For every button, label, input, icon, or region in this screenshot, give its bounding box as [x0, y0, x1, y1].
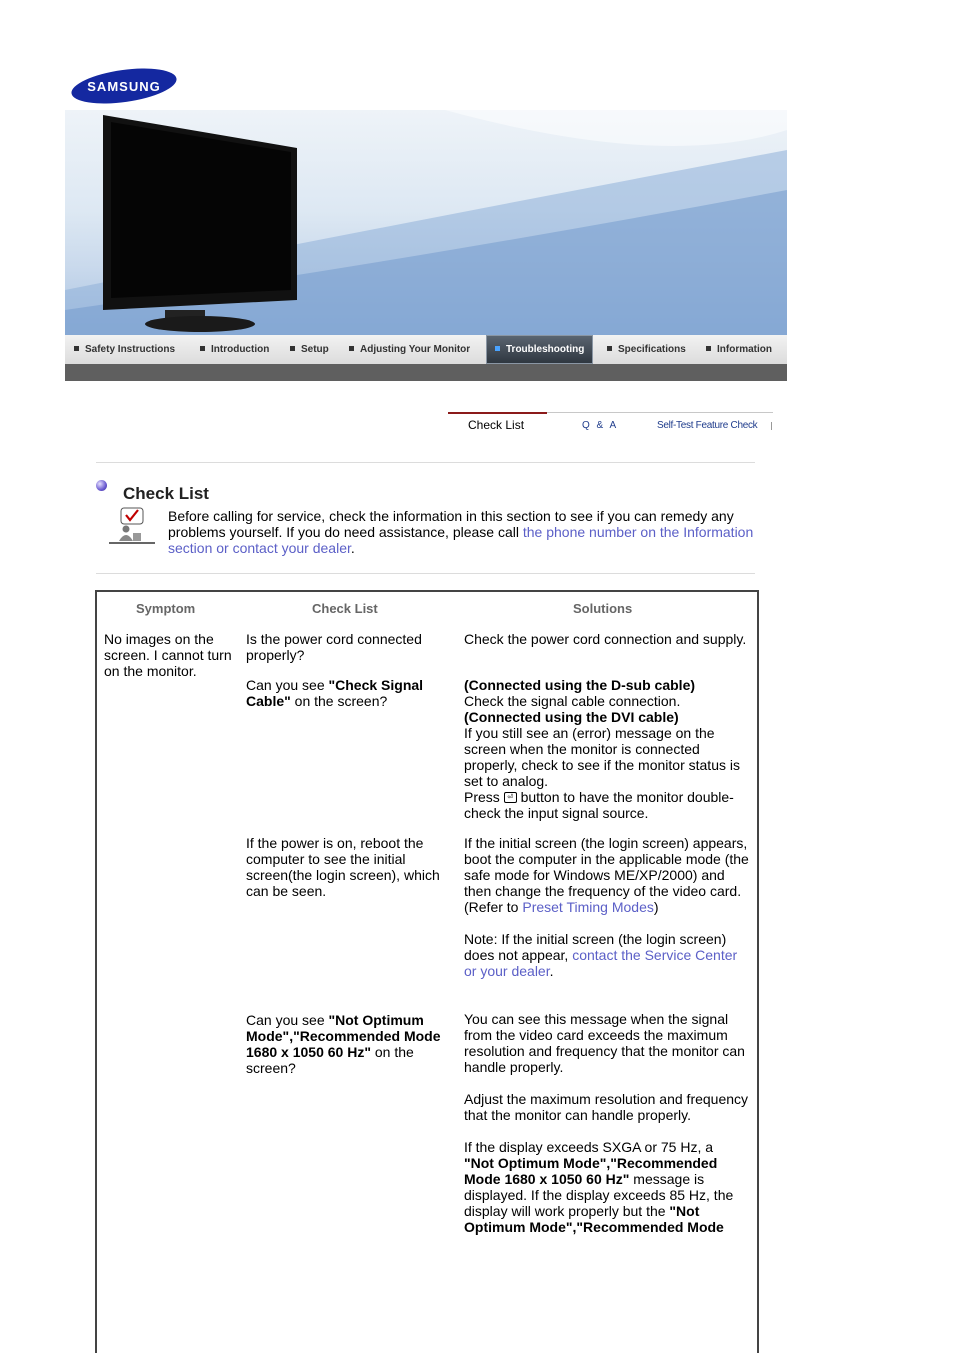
main-nav	[65, 335, 787, 365]
samsung-logo	[70, 67, 178, 105]
check-reboot: If the power is on, reboot the computer to see the initial screen(the login screen), which can be seen.	[246, 835, 440, 899]
header-symptom: Symptom	[136, 601, 196, 616]
nav-underbar	[65, 364, 787, 381]
source-button-icon: ⏎	[504, 792, 517, 803]
preset-timing-modes-link[interactable]: Preset Timing Modes	[522, 899, 654, 915]
intro-text: Before calling for service, check the information in this section to see if you can remedy any problems yourself. If you do need assistance, please call the phone number on the Information section or contact your dealer.	[168, 508, 754, 556]
check-not-optimum: Can you see "Not Optimum Mode","Recommended Mode 1680 x 1050 60 Hz" on the screen?	[246, 1012, 441, 1076]
nav-introduction[interactable]: Introduction	[200, 335, 269, 364]
bullet-icon	[290, 346, 295, 351]
solution-power-cord: Check the power cord connection and supply.	[464, 631, 747, 647]
tab-qa[interactable]: Q & A	[582, 420, 619, 431]
nav-troubleshooting[interactable]: Troubleshooting	[486, 335, 593, 364]
sub-tabs	[448, 412, 773, 438]
tab-separator	[771, 422, 772, 430]
nav-information[interactable]: Information	[706, 335, 772, 364]
bullet-icon	[607, 346, 612, 351]
bullet-icon	[74, 346, 79, 351]
section-title: Check List	[123, 484, 209, 503]
header-check-list: Check List	[312, 601, 378, 616]
check-signal-cable: Can you see "Check Signal Cable" on the screen?	[246, 677, 424, 709]
symptom-cell: No images on the screen. I cannot turn on the monitor.	[104, 631, 232, 679]
check-power-cord: Is the power cord connected properly?	[246, 631, 422, 663]
monitor-image	[103, 115, 297, 332]
nav-safety-instructions[interactable]: Safety Instructions	[74, 335, 175, 364]
divider	[96, 462, 755, 463]
solution-signal-cable: (Connected using the D-sub cable) Check the signal cable connection. (Connected using the DVI cable) If you still see an (error) message on the screen when the monitor is connected properly, check to see if the monitor status is set to analog. Press ⏎ button to have the monitor double-check the input signal source.	[464, 677, 740, 821]
tab-check-list[interactable]: Check List	[468, 418, 525, 432]
service-center-link[interactable]: contact the Service Center or your dealer	[464, 947, 738, 979]
bullet-icon	[495, 346, 500, 351]
tab-active-indicator	[448, 412, 547, 414]
contact-dealer-link[interactable]: the phone number on the Information section or contact your dealer	[168, 524, 754, 556]
nav-setup[interactable]: Setup	[290, 335, 329, 364]
nav-specifications[interactable]: Specifications	[607, 335, 686, 364]
tab-self-test[interactable]: Self-Test Feature Check	[657, 420, 758, 431]
hero-banner	[65, 110, 787, 335]
header-solutions: Solutions	[573, 601, 633, 616]
solution-reboot: If the initial screen (the login screen) appears, boot the computer in the applicable mode (the safe mode for Windows ME/XP/2000) and then change the frequency of the video card. (Refer to Preset Timing Modes) Note: If the initial screen (the login screen) does not appear, contact the Service Center or your dealer.	[464, 835, 749, 979]
troubleshooting-table	[95, 590, 759, 1353]
bullet-icon	[200, 346, 205, 351]
brand-text: SAMSUNG	[87, 79, 161, 94]
section-bullet-icon	[96, 480, 107, 491]
nav-adjusting-monitor[interactable]: Adjusting Your Monitor	[349, 335, 470, 364]
checklist-person-icon	[109, 507, 155, 545]
solution-not-optimum: You can see this message when the signal from the video card exceeds the maximum resolution and frequency that the monitor can handle properly. Adjust the maximum resolution and frequency that the monitor can handle properly. If the display exceeds SXGA or 75 Hz, a "Not Optimum Mode","Recommended Mode 1680 x 1050 60 Hz" message is displayed. If the display exceeds 85 Hz, the display will work properly but the "Not Optimum Mode","Recommended Mode	[464, 1011, 749, 1235]
bullet-icon	[706, 346, 711, 351]
divider	[96, 573, 755, 574]
bullet-icon	[349, 346, 354, 351]
